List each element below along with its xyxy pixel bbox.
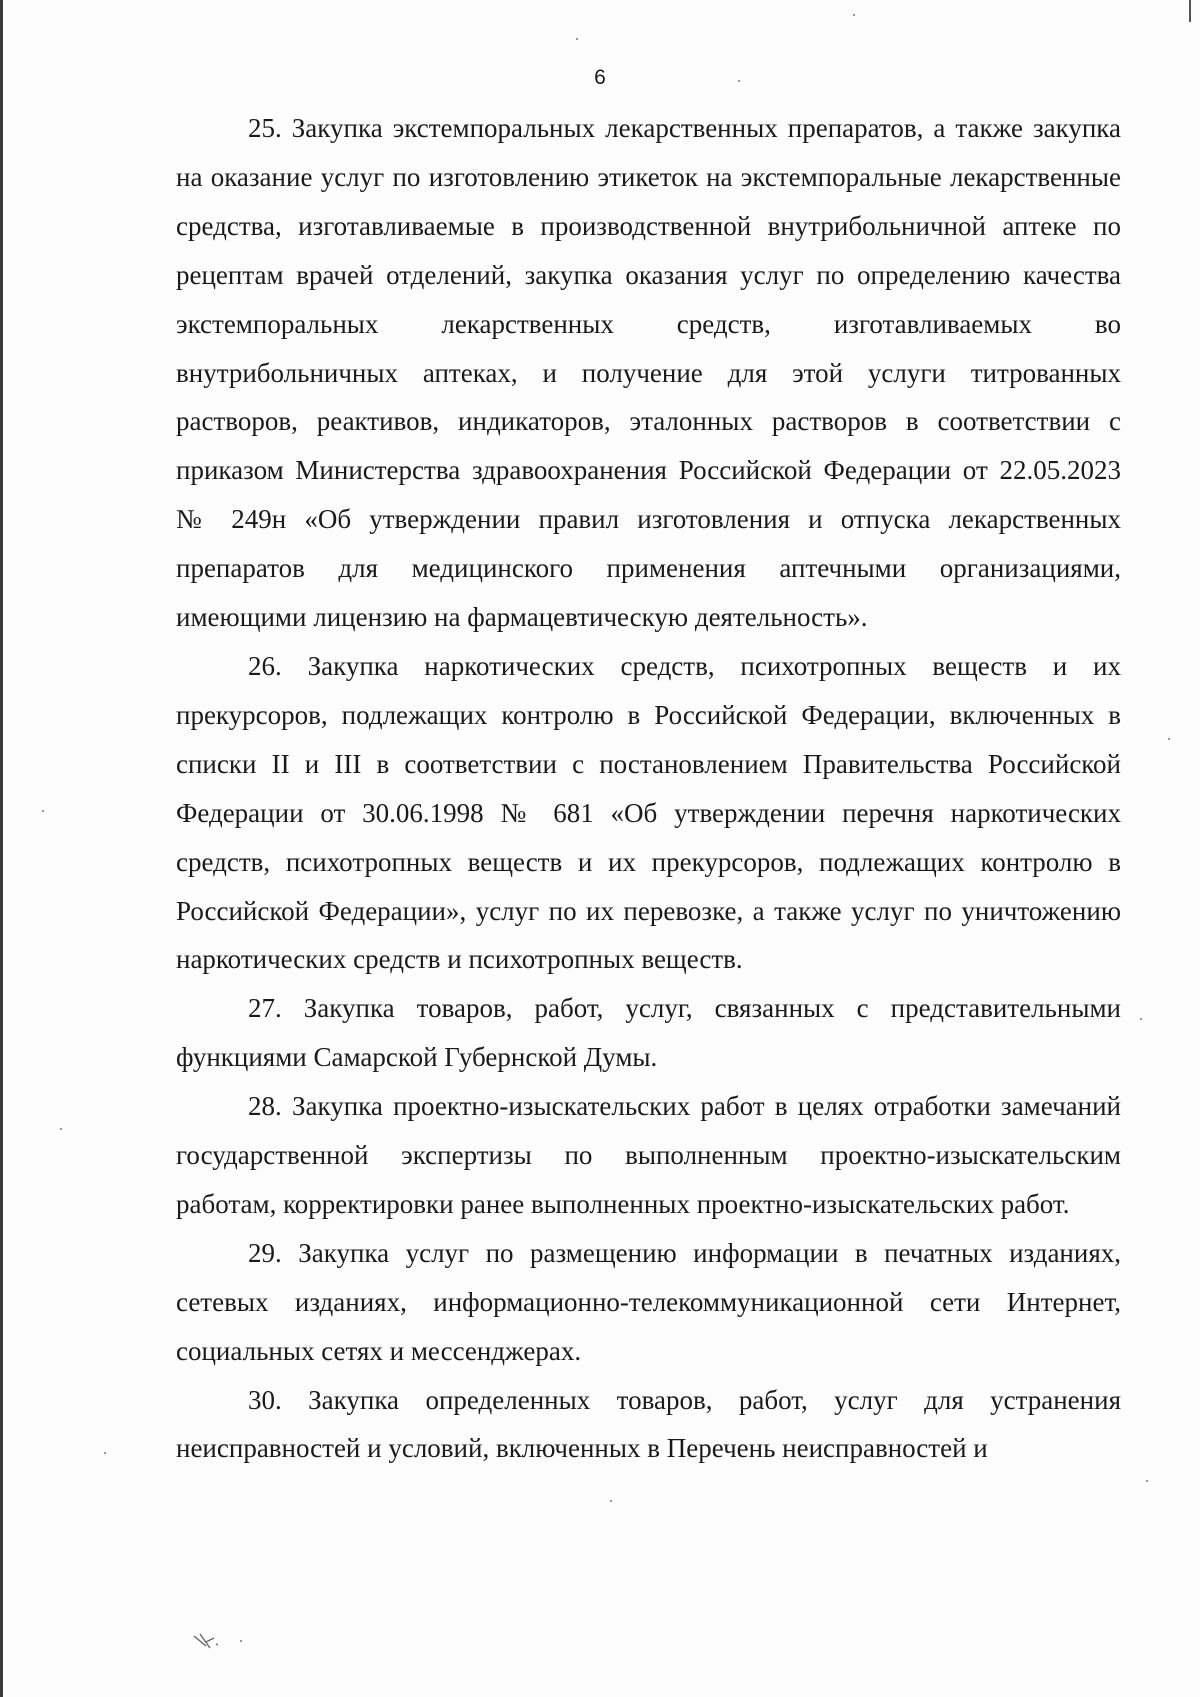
scan-speck — [738, 80, 740, 82]
scan-speck — [60, 1128, 62, 1130]
scan-speck — [610, 1500, 612, 1502]
paragraph-26: 26. Закупка наркотических средств, психотропных веществ и их прекурсоров, подлежащих контролю в Российской Федерации, включенных в списки II и III в соответствии с постановлением Правительства Российской Федерации от 30.06.1998 № 681 «Об утверждении перечня наркотических средств, психотропных веществ и их прекурсоров, подлежащих контролю в Российской Федерации», услуг по их перевозке, а также услуг по уничтожению наркотических средств и психотропных веществ. — [176, 650, 1121, 975]
page-number: 6 — [594, 66, 606, 89]
scan-speck — [1168, 738, 1170, 740]
paragraph-25: 25. Закупка экстемпоральных лекарственных препаратов, а также закупка на оказание услуг по изготовлению этикеток на экстемпоральные лекарственные средства, изготавливаемые в производственной внутрибольничной аптеке по рецептам врачей отделений, закупка оказания услуг по определению качества экстемпоральных лекарственных средств, изготавливаемых во внутрибольничных аптеках, и получение для этой услуги титрованных растворов, реактивов, индикаторов, эталонных растворов в соответствии с приказом Министерства здравоохранения Российской Федерации от 22.05.2023 № 249н «Об утверждении правил изготовления и отпуска лекарственных препаратов для медицинского применения аптечными организациями, имеющими лицензию на фармацевтическую деятельность». — [176, 113, 1121, 633]
scan-scribble-mark — [192, 1632, 236, 1658]
paragraph-29: 29. Закупка услуг по размещению информации в печатных изданиях, сетевых изданиях, информационно-телекоммуникационной сети Интернет, социальных сетях и мессенджерах. — [176, 1237, 1121, 1366]
scan-speck — [853, 14, 855, 16]
scan-speck — [42, 810, 44, 812]
scan-speck — [576, 38, 578, 40]
scan-speck — [1146, 1480, 1148, 1482]
scan-speck — [1140, 1018, 1142, 1020]
scan-speck — [104, 1452, 106, 1454]
scan-edge-mark — [1189, 0, 1191, 22]
paragraph-27: 27. Закупка товаров, работ, услуг, связанных с представительными функциями Самарской Губернской Думы. — [176, 993, 1121, 1073]
scan-speck — [240, 1640, 242, 1642]
paragraph-30: 30. Закупка определенных товаров, работ, услуг для устранения неисправностей и условий, включенных в Перечень неисправностей и — [176, 1384, 1121, 1464]
document-body — [176, 104, 1121, 1473]
paragraph-28: 28. Закупка проектно-изыскательских работ в целях отработки замечаний государственной экспертизы по выполненным проектно-изыскательским работам, корректировки ранее выполненных проектно-изыскательских работ. — [176, 1091, 1121, 1219]
scan-left-edge — [0, 0, 3, 1697]
